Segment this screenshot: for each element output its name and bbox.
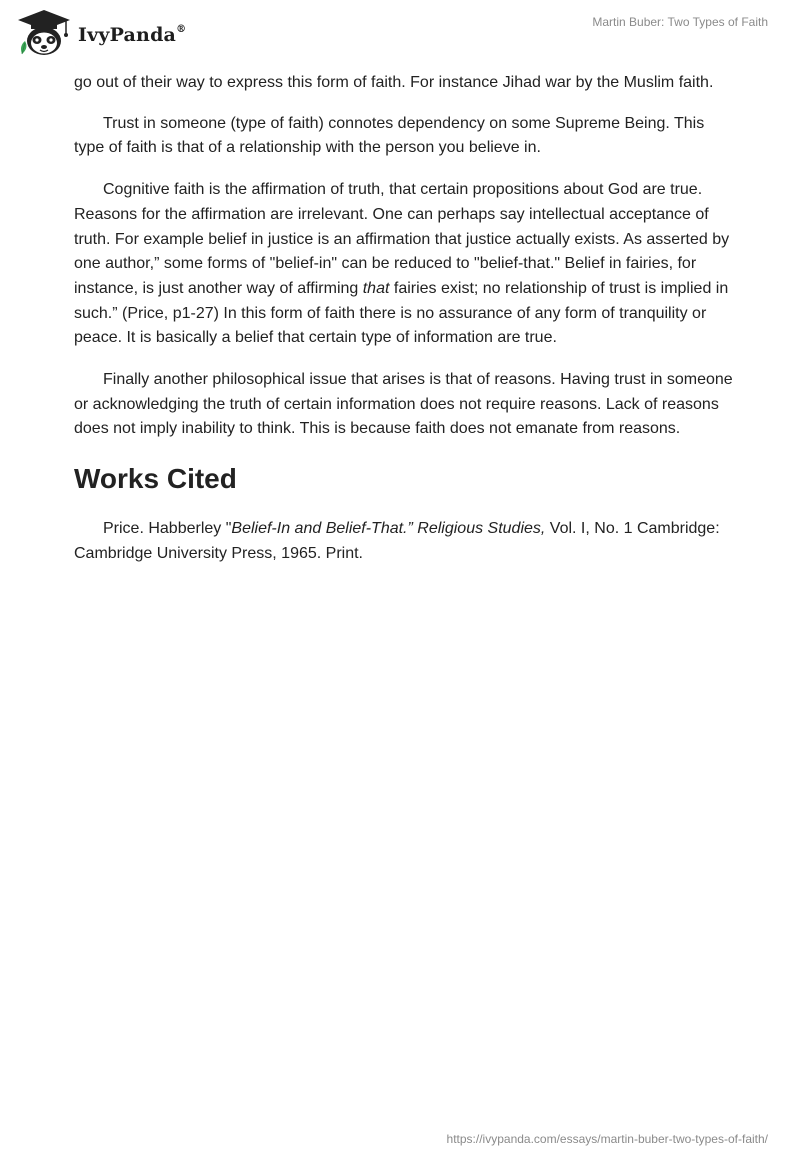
footer-source-link[interactable]: https://ivypanda.com/essays/martin-buber-two-types-of-faith/ xyxy=(446,1132,768,1146)
works-cited-heading: Works Cited xyxy=(74,463,237,495)
brand-name: IvyPanda® xyxy=(78,23,187,46)
citation-author: Price. Habberley " xyxy=(103,520,232,538)
essay-body xyxy=(74,71,734,567)
paragraph-3 xyxy=(74,178,734,351)
panda-graduate-logo-icon xyxy=(14,8,74,58)
citation-details: Vol. I, No. 1 Cambridge: Cambridge University Press, 1965. Print. xyxy=(74,520,720,562)
paragraph-3-text-b: fairies exist; no relationship of trust is implied in such.” (Price, p1-27) In this form of faith there is no assurance of any form of tranquility or peace. It is basically a belief that certain type of information are true. xyxy=(74,279,729,347)
paragraph-3-emphasis: that xyxy=(362,279,390,297)
citation-title: Belief-In and Belief-That.” Religious Studies, xyxy=(231,520,546,538)
citation-entry xyxy=(74,517,734,566)
paragraph-3-text-a: Cognitive faith is the affirmation of truth, that certain propositions about God are true. Reasons for the affirmation are irrelevant. One can perhaps say intellectual acceptance of truth. For example belief in justice is an affirmation that justice actually exists. As asserted by one author,” some forms of "belief-in" can be reduced to "belief-that." Belief in fairies, for instance, is just another way of affirming xyxy=(74,181,730,297)
document-title: Martin Buber: Two Types of Faith xyxy=(592,15,768,29)
paragraph-2: Trust in someone (type of faith) connotes dependency on some Supreme Being. This type of faith is that of a relationship with the person you believe in. xyxy=(74,114,705,157)
page-header xyxy=(0,0,800,70)
brand-logo[interactable] xyxy=(14,8,186,58)
paragraph-4: Finally another philosophical issue that arises is that of reasons. Having trust in someone or acknowledging the truth of certain information does not require reasons. Lack of reasons does not imply inability to think. This is because faith does not emanate from reasons. xyxy=(74,371,733,438)
paragraph-1: go out of their way to express this form of faith. For instance Jihad war by the Muslim faith. xyxy=(74,74,714,91)
